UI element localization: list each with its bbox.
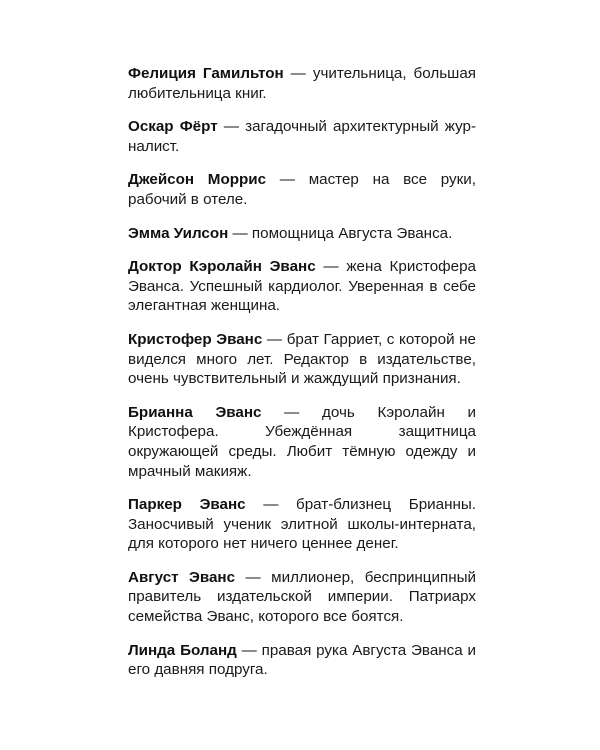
character-description: — учительница, большая любительница книг.: [128, 65, 476, 102]
character-list: [128, 64, 476, 694]
character-entry: [128, 117, 476, 156]
character-name: Джейсон Моррис: [128, 171, 267, 189]
character-entry: [128, 568, 476, 627]
character-entry: [128, 495, 476, 554]
character-name: Паркер Эванс: [128, 496, 246, 514]
character-description: — миллионер, беспринципный правитель издательской империи. Патриарх семейства Эванс, которого все боятся.: [128, 568, 477, 626]
character-description: — дочь Кэролайн и Кристофера. Убеждённая защитница окружающей среды. Любит тёмную одежду и мрачный макияж.: [128, 403, 477, 480]
character-description: — правая рука Августа Эванса и его давняя подруга.: [128, 641, 476, 679]
character-description: — брат-близнец Брианны. Заносчивый ученик элитной школы-интерната, для которого нет ничего ценнее денег.: [128, 496, 476, 553]
character-description: — помощница Августа Эванса.: [228, 224, 453, 242]
character-name: Оскар Фёрт: [128, 118, 218, 136]
character-name: Август Эванс: [128, 568, 236, 586]
character-entry: [128, 641, 476, 680]
character-entry: [128, 403, 476, 481]
character-description: — жена Кристофера Эванса. Успешный кардиолог. Уверенная в себе элегантная женщина.: [128, 258, 476, 315]
character-entry: [128, 257, 476, 316]
character-entry: [128, 64, 476, 103]
character-name: Брианна Эванс: [128, 403, 262, 421]
character-name: Доктор Кэролайн Эванс: [128, 258, 316, 276]
character-entry: [128, 170, 476, 209]
character-description: — загадочный архитектурный журналист.: [128, 118, 477, 155]
character-name: Кристофер Эванс: [128, 330, 263, 348]
character-name: Эмма Уилсон: [128, 224, 229, 242]
character-description: — мастер на все руки, рабочий в отеле.: [128, 171, 476, 208]
character-entry: [128, 224, 476, 244]
character-name: Фелиция Гамильтон: [128, 65, 284, 82]
character-description: — брат Гарриет, с которой не виделся много лет. Редактор в издательстве, очень чувствительный и жаждущий признания.: [128, 330, 477, 388]
character-entry: [128, 330, 476, 389]
character-name: Линда Боланд: [128, 641, 237, 659]
